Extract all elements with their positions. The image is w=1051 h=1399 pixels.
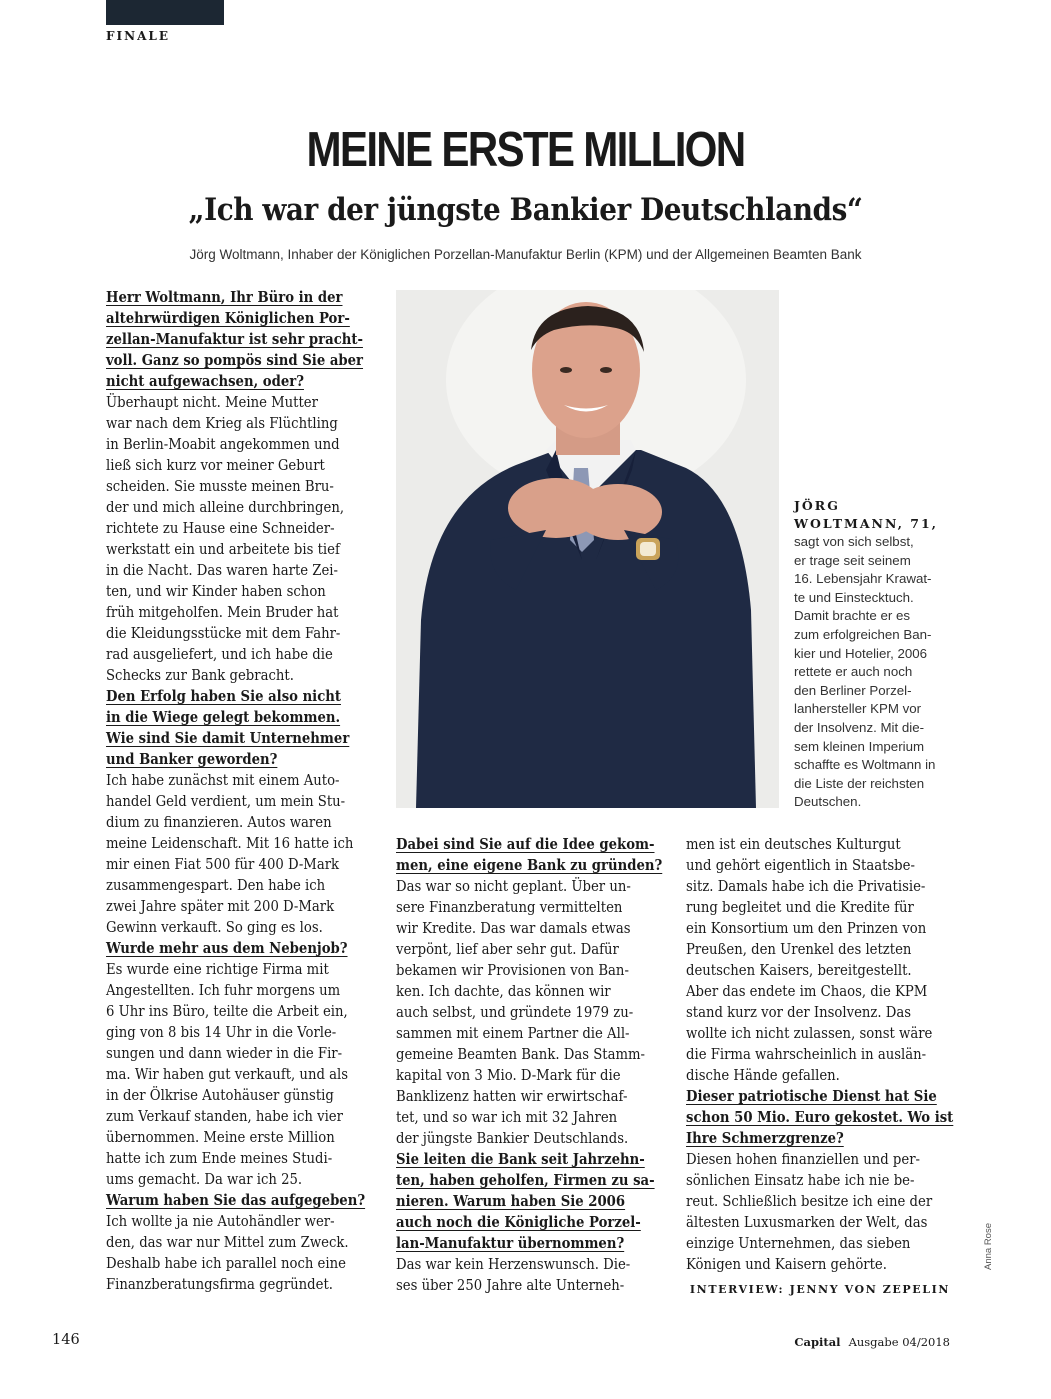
answer-line: Aber das endete im Chaos, die KPM bbox=[686, 983, 928, 1000]
caption-name-line-2: WOLTMANN, 71, bbox=[794, 516, 939, 531]
caption-line: den Berliner Porzel- bbox=[794, 682, 912, 698]
section-color-bar bbox=[106, 0, 224, 25]
answer-line: werkstatt ein und arbeitete bis tief bbox=[106, 541, 340, 558]
answer-line: Deshalb habe ich parallel noch eine bbox=[106, 1255, 346, 1272]
question-line: Warum haben Sie das aufgegeben? bbox=[106, 1192, 366, 1209]
question-line: nicht aufgewachsen, oder? bbox=[106, 373, 304, 390]
answer-line: war nach dem Krieg als Flüchtling bbox=[106, 415, 338, 432]
caption-line: lanhersteller KPM vor bbox=[794, 701, 922, 717]
answer-line: der jüngste Bankier Deutschlands. bbox=[396, 1130, 629, 1147]
answer-line: Königen und Kaisern gehörte. bbox=[686, 1256, 887, 1273]
answer-line: verpönt, lief aber sehr gut. Dafür bbox=[396, 941, 619, 958]
answer-line: men ist ein deutsches Kulturgut bbox=[686, 836, 901, 853]
answer-line: dium zu finanzieren. Autos waren bbox=[106, 814, 332, 831]
question-line: Ihre Schmerzgrenze? bbox=[686, 1130, 844, 1147]
question-line: voll. Ganz so pompös sind Sie aber bbox=[106, 352, 364, 369]
answer-line: den, das war nur Mittel zum Zweck. bbox=[106, 1234, 349, 1251]
answer-line: ses über 250 Jahre alte Unterneh- bbox=[396, 1277, 625, 1294]
answer-line: in der Ölkrise Autohäuser günstig bbox=[106, 1087, 334, 1104]
answer-line: deutschen Kaisers, bereitgestellt. bbox=[686, 962, 912, 979]
answer-line: Das war so nicht geplant. Über un- bbox=[396, 878, 631, 895]
answer-line: tet, und so war ich mit 32 Jahren bbox=[396, 1109, 618, 1126]
answer-line: zwei Jahre später mit 200 D-Mark bbox=[106, 898, 335, 915]
answer-line: in Berlin-Moabit angekommen und bbox=[106, 436, 340, 453]
answer-line: ma. Wir haben gut verkauft, und als bbox=[106, 1066, 349, 1083]
answer-line: stand kurz vor der Insolvenz. Das bbox=[686, 1004, 912, 1021]
caption-name-line-1: JÖRG bbox=[794, 498, 840, 513]
answer-line: ein Konsortium um den Prinzen von bbox=[686, 920, 927, 937]
answer-line: richtete zu Hause eine Schneider- bbox=[106, 520, 335, 537]
answer-line: die Kleidungsstücke mit dem Fahr- bbox=[106, 625, 341, 642]
answer-line: der und mich alleine durchbringen, bbox=[106, 499, 345, 516]
answer-line: Gewinn verkauft. So ging es los. bbox=[106, 919, 323, 936]
byline: Jörg Woltmann, Inhaber der Königlichen Porzellan-Manufaktur Berlin (KPM) und der Allgemeinen Beamten Bank bbox=[189, 247, 862, 262]
answer-line: Banklizenz hatten wir erwirtschaf- bbox=[396, 1088, 628, 1105]
answer-line: wollte ich nicht zulassen, sonst wäre bbox=[686, 1025, 933, 1042]
subheadline-quote: „Ich war der jüngste Bankier Deutschlands“ bbox=[188, 192, 863, 228]
answer-line: Angestellten. Ich fuhr morgens um bbox=[106, 982, 341, 999]
question-line: und Banker geworden? bbox=[106, 751, 278, 768]
question-line: Dieser patriotische Dienst hat Sie bbox=[686, 1088, 937, 1105]
answer-line: hatte ich zum Ende meines Studi- bbox=[106, 1150, 333, 1167]
caption-line: 16. Lebensjahr Krawat- bbox=[794, 571, 932, 587]
question-line: zellan-Manufaktur ist sehr pracht- bbox=[106, 331, 363, 348]
answer-line: früh mitgeholfen. Mein Bruder hat bbox=[106, 604, 339, 621]
answer-line: meine Leidenschaft. Mit 16 hatte ich bbox=[106, 835, 354, 852]
answer-line: rad ausgeliefert, und ich habe die bbox=[106, 646, 333, 663]
headline: MEINE ERSTE MILLION bbox=[306, 123, 745, 177]
answer-line: sitz. Damals habe ich die Privatisie- bbox=[686, 878, 926, 895]
answer-line: sammen mit einem Partner die All- bbox=[396, 1025, 630, 1042]
caption-line: der Insolvenz. Mit die- bbox=[794, 719, 925, 735]
article-column-2 bbox=[396, 834, 666, 1296]
answer-line: Ich habe zunächst mit einem Auto- bbox=[106, 772, 340, 789]
answer-line: zusammengespart. Den habe ich bbox=[106, 877, 326, 894]
answer-line: Überhaupt nicht. Meine Mutter bbox=[106, 394, 318, 411]
answer-line: Schecks zur Bank gebracht. bbox=[106, 667, 294, 684]
answer-line: Ich wollte ja nie Autohändler wer- bbox=[106, 1213, 335, 1230]
caption-body bbox=[794, 533, 964, 812]
question-line: lan-Manufaktur übernommen? bbox=[396, 1235, 625, 1252]
answer-line: 6 Uhr ins Büro, teilte die Arbeit ein, bbox=[106, 1003, 348, 1020]
question-line: Den Erfolg haben Sie also nicht bbox=[106, 688, 341, 705]
interview-credit: INTERVIEW: JENNY VON ZEPELIN bbox=[689, 1283, 950, 1296]
answer-line: gemeine Beamten Bank. Das Stamm- bbox=[396, 1046, 645, 1063]
answer-line: kapital von 3 Mio. D-Mark für die bbox=[396, 1067, 621, 1084]
answer-line: Diesen hohen finanziellen und per- bbox=[686, 1151, 920, 1168]
caption-line: kier und Hotelier, 2006 bbox=[794, 645, 928, 661]
footer-magazine: Capital bbox=[794, 1335, 841, 1349]
answer-line: und gehört eigentlich in Staatsbe- bbox=[686, 857, 915, 874]
answer-line: ums gemacht. Da war ich 25. bbox=[106, 1171, 303, 1188]
answer-line: handel Geld verdient, um mein Stu- bbox=[106, 793, 346, 810]
page-number: 146 bbox=[52, 1332, 80, 1348]
photo-credit: Anna Rose bbox=[983, 1222, 994, 1270]
answer-line: einzige Unternehmen, das sieben bbox=[686, 1235, 911, 1252]
answer-line: wir Kredite. Das war damals etwas bbox=[396, 920, 631, 937]
answer-line: die Firma wahrscheinlich in auslän- bbox=[686, 1046, 927, 1063]
caption-line: die Liste der reichsten bbox=[794, 775, 925, 791]
answer-line: bekamen wir Provisionen von Ban- bbox=[396, 962, 629, 979]
article-column-3 bbox=[686, 834, 956, 1275]
portrait-illustration bbox=[396, 290, 779, 808]
answer-line: übernommen. Meine erste Million bbox=[106, 1129, 335, 1146]
question-line: nieren. Warum haben Sie 2006 bbox=[396, 1193, 626, 1210]
answer-line: auch selbst, und gründete 1979 zu- bbox=[396, 1004, 634, 1021]
question-line: Wurde mehr aus dem Nebenjob? bbox=[106, 940, 348, 957]
answer-line: Finanzberatungsfirma gegründet. bbox=[106, 1276, 333, 1293]
question-line: altehrwürdigen Königlichen Por- bbox=[106, 310, 350, 327]
answer-line: ging von 8 bis 14 Uhr in die Vorle- bbox=[106, 1024, 337, 1041]
answer-line: Es wurde eine richtige Firma mit bbox=[106, 961, 329, 978]
article-column-1 bbox=[106, 287, 376, 1295]
question-line: Sie leiten die Bank seit Jahrzehn- bbox=[396, 1151, 645, 1168]
footer-issue-text: Ausgabe 04/2018 bbox=[848, 1335, 950, 1349]
question-line: auch noch die Königliche Porzel- bbox=[396, 1214, 641, 1231]
caption-line: Damit brachte er es bbox=[794, 608, 911, 624]
section-label: FINALE bbox=[106, 29, 170, 43]
caption-line: Deutschen. bbox=[794, 794, 862, 810]
question-line: schon 50 Mio. Euro gekostet. Wo ist bbox=[686, 1109, 954, 1126]
question-line: in die Wiege gelegt bekommen. bbox=[106, 709, 341, 726]
question-line: men, eine eigene Bank zu gründen? bbox=[396, 857, 663, 874]
answer-line: sere Finanzberatung vermittelten bbox=[396, 899, 623, 916]
portrait-photo bbox=[396, 290, 779, 808]
photo-caption bbox=[794, 497, 964, 812]
answer-line: sungen und dann wieder in die Fir- bbox=[106, 1045, 343, 1062]
caption-line: rettete er auch noch bbox=[794, 664, 913, 680]
question-line: ten, haben geholfen, Firmen zu sa- bbox=[396, 1172, 655, 1189]
answer-line: ken. Ich dachte, das können wir bbox=[396, 983, 611, 1000]
answer-line: Preußen, den Urenkel des letzten bbox=[686, 941, 912, 958]
answer-line: reut. Schließlich besitze ich eine der bbox=[686, 1193, 933, 1210]
caption-line: schaffte es Woltmann in bbox=[794, 757, 936, 773]
answer-line: ließ sich kurz vor meiner Geburt bbox=[106, 457, 325, 474]
answer-line: sönlichen Einsatz habe ich nie be- bbox=[686, 1172, 915, 1189]
question-line: Dabei sind Sie auf die Idee gekom- bbox=[396, 836, 655, 853]
answer-line: ältesten Luxusmarken der Welt, das bbox=[686, 1214, 928, 1231]
caption-line: sagt von sich selbst, bbox=[794, 534, 914, 549]
question-line: Wie sind Sie damit Unternehmer bbox=[106, 730, 350, 747]
answer-line: Das war kein Herzenswunsch. Die- bbox=[396, 1256, 631, 1273]
answer-line: ten, und wir Kinder haben schon bbox=[106, 583, 326, 600]
caption-line: sem kleinen Imperium bbox=[794, 738, 925, 754]
answer-line: mir einen Fiat 500 für 400 D-Mark bbox=[106, 856, 340, 873]
answer-line: dische Hände gefallen. bbox=[686, 1067, 840, 1084]
answer-line: scheiden. Sie musste meinen Bru- bbox=[106, 478, 334, 495]
caption-line: zum erfolgreichen Ban- bbox=[794, 626, 932, 642]
caption-line: te und Einstecktuch. bbox=[794, 589, 914, 605]
footer-issue bbox=[794, 1335, 950, 1349]
answer-line: rung begleitet und die Kredite für bbox=[686, 899, 914, 916]
answer-line: zum Verkauf standen, habe ich vier bbox=[106, 1108, 343, 1125]
answer-line: in die Nacht. Das waren harte Zei- bbox=[106, 562, 339, 579]
caption-line: er trage seit seinem bbox=[794, 552, 911, 568]
question-line: Herr Woltmann, Ihr Büro in der bbox=[106, 289, 343, 306]
